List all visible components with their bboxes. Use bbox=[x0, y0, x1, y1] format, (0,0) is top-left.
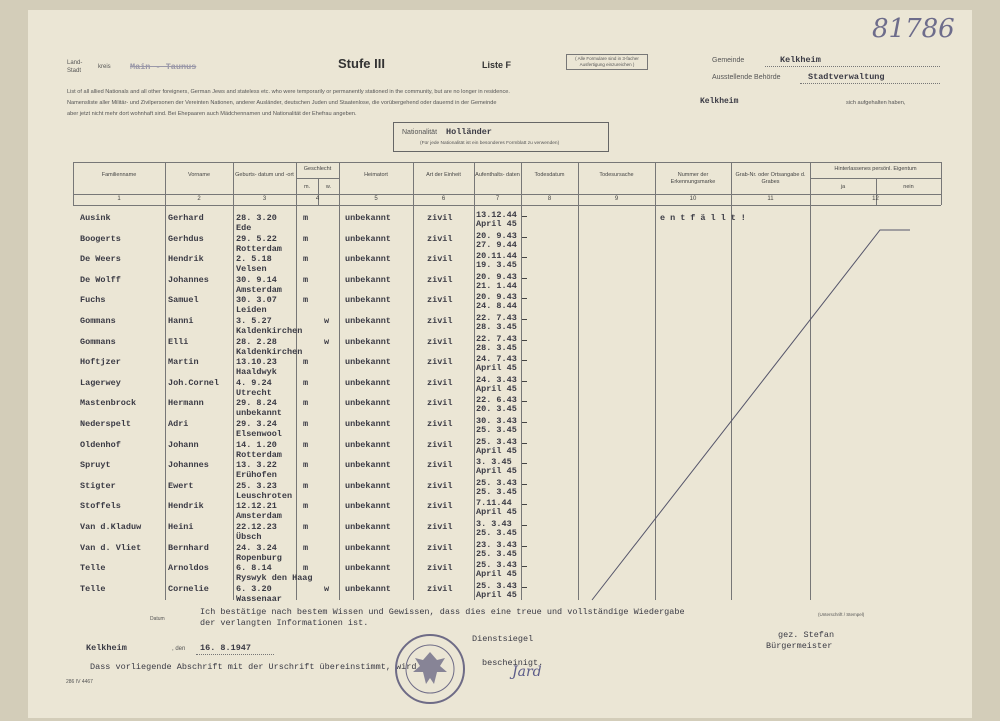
home-town: unbekannt bbox=[345, 542, 391, 553]
official-seal bbox=[393, 632, 467, 706]
stay-to: April 45 bbox=[476, 466, 517, 477]
unterschrift-label: (Unterschrift / Stempel) bbox=[818, 612, 865, 617]
family-name: Van d.Kladuw bbox=[80, 522, 142, 532]
given-name: Elli bbox=[168, 336, 189, 347]
stay-from: 25. 3.43 bbox=[476, 560, 517, 571]
stay-to: 24. 8.44 bbox=[476, 301, 517, 312]
column-number: 10 bbox=[689, 196, 697, 202]
birth-place: Velsen bbox=[236, 264, 267, 275]
home-town: unbekannt bbox=[345, 583, 391, 594]
given-name: Cornelie bbox=[168, 583, 209, 594]
archive-number: 81786 bbox=[872, 14, 955, 44]
unit-type: zivil bbox=[427, 542, 453, 553]
family-name: Fuchs bbox=[80, 295, 106, 306]
column-header: Geschlecht bbox=[303, 166, 332, 172]
birth-date: 14. 1.20 bbox=[236, 439, 277, 450]
unit-type: zivil bbox=[427, 274, 453, 285]
family-name: Spruyt bbox=[80, 460, 111, 471]
english-intro: List of all allied Nationals and all other foreigners, German Jews and stateless etc. who were temporarily or permanently stationed in the community, but are no longer in residence. bbox=[67, 89, 510, 95]
birth-date: 12.12.21 bbox=[236, 501, 277, 512]
unit-type: zivil bbox=[427, 501, 453, 512]
signer-name: gez. Stefan bbox=[778, 630, 835, 640]
family-name: De Wolff bbox=[80, 274, 121, 285]
datum-label: Datum bbox=[150, 616, 165, 622]
signer-title: Bürgermeister bbox=[766, 641, 833, 651]
birth-date: 30. 3.07 bbox=[236, 295, 277, 306]
stay-to: 21. 1.44 bbox=[476, 280, 517, 291]
unit-type: zivil bbox=[427, 233, 453, 244]
birth-date: 22.12.23 bbox=[236, 522, 277, 532]
liste-title: Liste F bbox=[482, 60, 512, 70]
column-header: Todesdatum bbox=[534, 172, 565, 178]
given-name: Gerhdus bbox=[168, 233, 204, 244]
column-number: 4 bbox=[315, 196, 320, 202]
birth-date: 29. 3.24 bbox=[236, 419, 277, 429]
sex: w bbox=[324, 336, 330, 347]
family-name: Oldenhof bbox=[80, 439, 121, 450]
stay-to: April 45 bbox=[476, 219, 517, 229]
birth-place: Haaldwyk bbox=[236, 367, 277, 378]
sex: m bbox=[303, 460, 309, 471]
home-town: unbekannt bbox=[345, 316, 391, 326]
column-number: 6 bbox=[441, 196, 446, 202]
column-subheader: nein bbox=[903, 184, 914, 190]
column-number: 1 bbox=[117, 196, 121, 202]
family-name: Mastenbrock bbox=[80, 398, 137, 409]
sex: m bbox=[303, 233, 309, 244]
home-town: unbekannt bbox=[345, 357, 391, 368]
note-box-text: ( Alle Formulare sind in 3-facher Ausfertigung einzureichen ) bbox=[575, 56, 639, 67]
confirm-text-1: Ich bestätige nach bestem Wissen und Gewissen, dass dies eine treue und vollständige Wiedergabe bbox=[200, 607, 685, 617]
footer-place: Kelkheim bbox=[86, 643, 127, 653]
stay-from: 3. 3.45 bbox=[476, 457, 512, 468]
given-name: Heini bbox=[168, 522, 194, 532]
unit-type: zivil bbox=[427, 295, 453, 306]
birth-place: Amsterdam bbox=[236, 511, 282, 522]
sex: m bbox=[303, 398, 309, 409]
sex: m bbox=[303, 377, 309, 388]
behoerde-value: Stadtverwaltung bbox=[808, 72, 885, 82]
home-town: unbekannt bbox=[345, 460, 391, 471]
column-header: Grab-Nr. oder Ortsangabe d. Grabes bbox=[735, 172, 806, 185]
behoerde-label: Ausstellende Behörde bbox=[712, 74, 781, 81]
sex: m bbox=[303, 357, 309, 368]
stay-to: 28. 3.45 bbox=[476, 342, 517, 353]
column-number: 5 bbox=[374, 196, 378, 202]
given-name: Johannes bbox=[168, 274, 209, 285]
stay-from: 20. 9.43 bbox=[476, 230, 517, 241]
birth-place: Ryswyk den Haag bbox=[236, 573, 313, 584]
birth-place: Ede bbox=[236, 223, 252, 233]
family-name: Gommans bbox=[80, 316, 116, 326]
stay-to: April 45 bbox=[476, 445, 517, 456]
abschrift-text: Dass vorliegende Abschrift mit der Urschrift übereinstimmt, wird bbox=[90, 662, 417, 672]
given-name: Adri bbox=[168, 419, 189, 429]
stay-to: 25. 3.45 bbox=[476, 548, 517, 559]
nationality-label: Nationalität bbox=[402, 129, 438, 136]
home-town: unbekannt bbox=[345, 213, 391, 223]
column-header: Nummer der Erkennungsmarke bbox=[670, 172, 716, 185]
column-number: 11 bbox=[767, 196, 774, 202]
given-name: Samuel bbox=[168, 295, 199, 306]
gemeinde-value: Kelkheim bbox=[780, 55, 821, 65]
stay-from: 30. 3.43 bbox=[476, 416, 517, 426]
stay-from: 25. 3.43 bbox=[476, 436, 517, 447]
family-name: Telle bbox=[80, 583, 106, 594]
given-name: Joh.Cornel bbox=[168, 377, 220, 388]
family-name: Telle bbox=[80, 563, 106, 574]
home-town: unbekannt bbox=[345, 398, 391, 409]
given-name: Gerhard bbox=[168, 213, 204, 223]
birth-date: 24. 3.24 bbox=[236, 542, 277, 553]
column-subheader: m. bbox=[303, 184, 311, 190]
birth-date: 13. 3.22 bbox=[236, 460, 277, 471]
family-name: Nederspelt bbox=[80, 419, 132, 429]
family-name: Ausink bbox=[80, 213, 111, 223]
sex: m bbox=[303, 419, 309, 429]
unit-type: zivil bbox=[427, 439, 453, 450]
unit-type: zivil bbox=[427, 522, 453, 532]
stay-to: April 45 bbox=[476, 507, 517, 518]
given-name: Martin bbox=[168, 357, 199, 368]
home-town: unbekannt bbox=[345, 377, 391, 388]
unit-type: zivil bbox=[427, 377, 453, 388]
column-header: Todesursache bbox=[599, 172, 634, 178]
home-town: unbekannt bbox=[345, 254, 391, 265]
given-name: Bernhard bbox=[168, 542, 209, 553]
column-number: 9 bbox=[614, 196, 619, 202]
sex: w bbox=[324, 583, 330, 594]
unit-type: zivil bbox=[427, 254, 453, 265]
birth-place: unbekannt bbox=[236, 408, 282, 419]
column-header: Hinterlassenes persönl. Eigentum bbox=[834, 166, 917, 172]
birth-date: 2. 5.18 bbox=[236, 254, 272, 265]
birth-place: Erühofen bbox=[236, 470, 277, 481]
birth-date: 28. 3.20 bbox=[236, 213, 277, 223]
column-header: Aufenthalts- daten bbox=[475, 172, 520, 178]
home-town: unbekannt bbox=[345, 274, 391, 285]
birth-date: 29. 5.22 bbox=[236, 233, 277, 244]
birth-date: 30. 9.14 bbox=[236, 274, 277, 285]
sex: m bbox=[303, 295, 309, 306]
column-number: 3 bbox=[262, 196, 267, 202]
unit-type: zivil bbox=[427, 563, 453, 574]
given-name: Johann bbox=[168, 439, 199, 450]
home-town: unbekannt bbox=[345, 522, 391, 532]
home-town: unbekannt bbox=[345, 480, 391, 491]
birth-place: Rotterdam bbox=[236, 449, 282, 460]
sex: m bbox=[303, 274, 309, 285]
birth-place: Rotterdam bbox=[236, 243, 282, 254]
stay-from: 20. 9.43 bbox=[476, 271, 517, 282]
stay-from: 22. 7.43 bbox=[476, 333, 517, 344]
given-name: Hermann bbox=[168, 398, 204, 409]
nationality-value: Holländer bbox=[446, 127, 492, 137]
stay-to: 19. 3.45 bbox=[476, 260, 517, 271]
footer-date: 16. 8.1947 bbox=[200, 643, 252, 653]
birth-date: 6. 8.14 bbox=[236, 563, 272, 574]
column-subheader: ja bbox=[840, 184, 846, 190]
birth-date: 13.10.23 bbox=[236, 357, 277, 368]
column-number: 7 bbox=[495, 196, 500, 202]
stay-from: 20. 9.43 bbox=[476, 292, 517, 303]
birth-place: Elsenwool bbox=[236, 429, 282, 439]
unit-type: zivil bbox=[427, 398, 453, 409]
unit-type: zivil bbox=[427, 316, 453, 326]
footer-den: , den bbox=[172, 646, 186, 652]
stay-to: April 45 bbox=[476, 363, 517, 374]
german-intro-2: aber jetzt nicht mehr dort wohnhaft sind. Bei Ehepaaren auch Mädchennamen und Nationalität der Ehefrau angeben. bbox=[67, 111, 357, 117]
unit-type: zivil bbox=[427, 480, 453, 491]
column-subheader: w. bbox=[325, 184, 332, 190]
unit-type: zivil bbox=[427, 460, 453, 471]
column-number: 8 bbox=[547, 196, 552, 202]
sex: w bbox=[324, 316, 330, 326]
stay-from: 22. 7.43 bbox=[476, 313, 517, 323]
sex: m bbox=[303, 213, 309, 223]
birth-date: 29. 8.24 bbox=[236, 398, 277, 409]
german-intro-1-end: sich aufgehalten haben, bbox=[846, 100, 906, 106]
home-town: unbekannt bbox=[345, 439, 391, 450]
sex: m bbox=[303, 563, 309, 574]
stufe-title: Stufe III bbox=[338, 56, 385, 71]
sex: m bbox=[303, 501, 309, 512]
land-label: Land- bbox=[67, 60, 83, 66]
sex: m bbox=[303, 439, 309, 450]
family-name: De Weers bbox=[80, 254, 121, 265]
home-town: unbekannt bbox=[345, 295, 391, 306]
stay-from: 25. 3.43 bbox=[476, 580, 517, 591]
tag-number: entfällt! bbox=[660, 213, 751, 223]
given-name: Ewert bbox=[168, 480, 194, 491]
stay-to: 20. 3.45 bbox=[476, 404, 517, 415]
stay-to: April 45 bbox=[476, 383, 517, 394]
family-name: Hoftjzer bbox=[80, 357, 121, 368]
stay-to: 25. 3.45 bbox=[476, 528, 517, 538]
nationality-note: (Für jede Nationalität ist ein besonderes Formblatt zu verwenden) bbox=[420, 141, 560, 146]
family-name: Boogerts bbox=[80, 233, 121, 244]
given-name: Hendrik bbox=[168, 501, 204, 512]
stay-to: 28. 3.45 bbox=[476, 322, 517, 332]
stay-to: April 45 bbox=[476, 589, 517, 600]
home-town: unbekannt bbox=[345, 501, 391, 512]
birth-place: Ropenburg bbox=[236, 552, 282, 563]
birth-place: Übsch bbox=[236, 532, 262, 542]
beschein-text: bescheinigt. bbox=[482, 658, 544, 668]
column-header: Geburts- datum und -ort bbox=[235, 172, 294, 178]
birth-date: 25. 3.23 bbox=[236, 480, 277, 491]
family-name: Gommans bbox=[80, 336, 116, 347]
stay-to: 25. 3.45 bbox=[476, 425, 517, 435]
stay-from: 20.11.44 bbox=[476, 251, 517, 262]
birth-date: 28. 2.28 bbox=[236, 336, 277, 347]
birth-place: Utrecht bbox=[236, 387, 272, 398]
stay-from: 7.11.44 bbox=[476, 498, 512, 509]
stay-from: 24. 7.43 bbox=[476, 354, 517, 365]
stay-to: April 45 bbox=[476, 569, 517, 580]
stay-from: 24. 3.43 bbox=[476, 374, 517, 385]
column-header: Familienname bbox=[101, 172, 137, 178]
birth-place: Kaldenkirchen bbox=[236, 346, 303, 357]
sex: m bbox=[303, 480, 309, 491]
birth-date: 3. 5.27 bbox=[236, 316, 272, 326]
column-header: Vorname bbox=[187, 172, 210, 178]
column-number: 2 bbox=[197, 196, 201, 202]
form-number: 286 IV 4467 bbox=[66, 679, 93, 685]
german-intro-1: Namensliste aller Militär- und Zivilpersonen der Vereinten Nationen, anderer Ausländer, deutschen Juden und Staatenlose, die vorübergehend oder dauernd in der Gemeinde bbox=[67, 100, 497, 106]
birth-place: Kaldenkirchen bbox=[236, 326, 303, 336]
unit-type: zivil bbox=[427, 583, 453, 594]
birth-place: Leiden bbox=[236, 305, 267, 316]
birth-date: 6. 3.20 bbox=[236, 583, 272, 594]
family-name: Lagerwey bbox=[80, 377, 121, 388]
family-name: Stigter bbox=[80, 480, 116, 491]
stay-from: 25. 3.43 bbox=[476, 477, 517, 488]
kreis-label: kreis bbox=[98, 64, 111, 70]
sex: m bbox=[303, 542, 309, 553]
confirm-text-2: der verlangten Informationen ist. bbox=[200, 618, 369, 628]
sex: m bbox=[303, 254, 309, 265]
handwritten-signature: Jard bbox=[512, 664, 542, 680]
unit-type: zivil bbox=[427, 357, 453, 368]
column-header: Heimatort bbox=[364, 172, 388, 178]
unit-type: zivil bbox=[427, 336, 453, 347]
given-name: Hendrik bbox=[168, 254, 204, 265]
home-town: unbekannt bbox=[345, 419, 391, 429]
unit-type: zivil bbox=[427, 419, 453, 429]
gemeinde-inline: Kelkheim bbox=[700, 97, 739, 106]
stay-from: 3. 3.43 bbox=[476, 519, 512, 529]
unit-type: zivil bbox=[427, 213, 453, 223]
birth-place: Leuschroten bbox=[236, 490, 293, 501]
kreis-value: Main - Taunus bbox=[130, 62, 197, 72]
column-header: Art der Einheit bbox=[426, 172, 461, 178]
home-town: unbekannt bbox=[345, 563, 391, 574]
family-name: Stoffels bbox=[80, 501, 121, 512]
column-number: 12 bbox=[872, 196, 879, 202]
home-town: unbekannt bbox=[345, 233, 391, 244]
given-name: Johannes bbox=[168, 460, 209, 471]
given-name: Hanni bbox=[168, 316, 194, 326]
home-town: unbekannt bbox=[345, 336, 391, 347]
dienstsiegel-label: Dienstsiegel bbox=[472, 634, 534, 644]
given-name: Arnoldos bbox=[168, 563, 209, 574]
stay-to: 27. 9.44 bbox=[476, 239, 517, 250]
stay-to: 25. 3.45 bbox=[476, 486, 517, 497]
birth-place: Amsterdam bbox=[236, 284, 282, 295]
stadt-label: Stadt bbox=[67, 68, 82, 74]
stay-from: 22. 6.43 bbox=[476, 395, 517, 406]
birth-place: Wassenaar bbox=[236, 593, 282, 604]
family-name: Van d. Vliet bbox=[80, 542, 142, 553]
sex: m bbox=[303, 522, 309, 532]
stay-from: 13.12.44 bbox=[476, 210, 517, 220]
gemeinde-label: Gemeinde bbox=[712, 57, 745, 64]
birth-date: 4. 9.24 bbox=[236, 377, 272, 388]
stay-from: 23. 3.43 bbox=[476, 539, 517, 550]
